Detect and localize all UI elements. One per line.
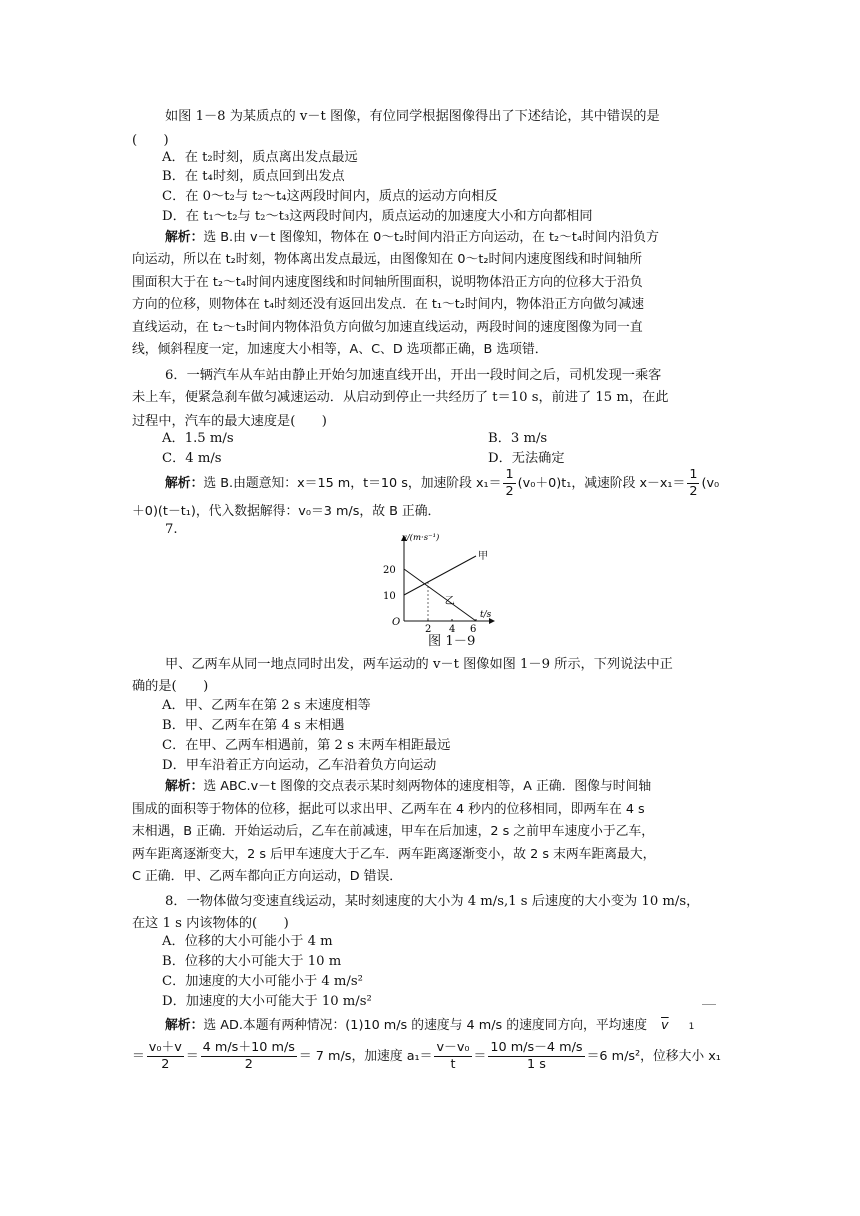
q8-option-d: D．加速度的大小可能大于 10 m/s² [162,994,372,1009]
q6-option-a: A．1.5 m/s [162,431,234,446]
q8-option-a: A．位移的大小可能小于 4 m [162,934,333,949]
q5-analysis-line4: 方向的位移，则物体在 t₄时刻还没有返回出发点．在 t₁～t₂时间内，物体沿正方向做匀减速 [132,297,645,312]
q5-analysis-line6: 线，倾斜程度一定，加速度大小相等，A、C、D 选项都正确，B 选项错． [132,342,548,357]
q8-option-b: B．位移的大小可能大于 10 m [162,954,342,969]
analysis-label: 解析： [165,476,204,491]
q6-analysis-text-c: (v₀ [701,476,720,491]
analysis-label: 解析： [165,1018,204,1033]
q5-option-c: C．在 0～t₂与 t₂～t₄这两段时间内，质点的运动方向相反 [162,189,498,204]
analysis-label: 解析： [165,779,204,794]
fraction-denominator: 2 [161,1057,170,1072]
fraction-acceleration-values [488,1040,584,1073]
q5-analysis-line3: 围面积大于在 t₂～t₄时间内速度图线和时间轴所围面积，说明物体沿正方向的位移大于沿负 [132,275,643,290]
x-tick-label-2: 2 [425,624,432,633]
fraction-numerator: v－v₀ [436,1040,470,1055]
fraction-acceleration [434,1040,471,1073]
x-axis-label: t/s [480,610,492,620]
q7-option-c: C．在甲、乙两车相遇前，第 2 s 末两车相距最远 [162,738,451,753]
q7-stem-line2: 确的是( ) [132,679,209,694]
q8-analysis-text: 选 AD.本题有两种情况：(1)10 m/s 的速度与 4 m/s 的速度同方向，平均速度 [203,1018,648,1033]
q8-analysis-text-mid: ＝ 7 m/s，加速度 a₁＝ [298,1049,433,1064]
q6-stem-line1: 6．一辆汽车从车站由静止开始匀加速直线开出，开出一段时间之后，司机发现一乘客 [165,368,662,383]
series-label-jia: 甲 [478,551,488,562]
equals-sign: ＝ [185,1049,199,1064]
q7-analysis-line4: 两车距离逐渐变大，2 s 后甲车速度大于乙车．两车距离逐渐变小，故 2 s 末两车距离最大， [132,847,656,862]
q8-option-c: C．加速度的大小可能小于 4 m/s² [162,974,363,989]
fraction-denominator: 2 [505,484,514,499]
fraction-denominator: t [450,1057,456,1072]
q7-stem-line1: 甲、乙两车从同一地点同时出发，两车运动的 v－t 图像如图 1－9 所示，下列说法中正 [165,657,673,672]
q5-stem-line2: ( ) [132,133,169,148]
y-axis-label: v/(m·s⁻¹) [402,533,440,543]
overline-mark [702,1004,716,1005]
vt-graph [380,528,510,633]
q6-option-b: B．3 m/s [488,431,548,446]
series-line-jia [404,556,476,595]
q7-analysis-line3: 末相遇，B 正确．开始运动后，乙车在前减速，甲车在后加速，2 s 之前甲车速度小于乙车， [132,824,655,839]
fraction-numerator: v₀＋v [148,1040,182,1055]
q7-option-a: A．甲、乙两车在第 2 s 末速度相等 [162,698,371,713]
q8-analysis-line2 [132,1040,721,1074]
x-tick-label-4: 4 [449,624,456,633]
q5-option-a: A．在 t₂时刻，质点离出发点最远 [162,150,358,165]
q5-option-d: D．在 t₁～t₂与 t₂～t₃这两段时间内，质点运动的加速度大小和方向都相同 [162,209,593,224]
fraction-substitution [201,1040,297,1073]
fraction-mean-velocity [147,1040,184,1073]
fraction-numerator: 4 m/s＋10 m/s [202,1040,295,1055]
q7-number: 7. [165,522,178,537]
q6-analysis-line2: ＋0)(t－t₁)，代入数据解得：v₀＝3 m/s，故 B 正确． [132,504,441,519]
q5-analysis-text: 选 B.由 v－t 图像知，物体在 0～t₂时间内沿正方向运动，在 t₂～t₄时间内沿负方 [203,230,659,245]
y-tick-label-20: 20 [383,565,396,576]
q8-stem-line1: 8．一物体做匀变速直线运动，某时刻速度的大小为 4 m/s,1 s 后速度的大小变为 10 m/s， [165,894,700,909]
q5-stem-line1: 如图 1－8 为某质点的 v－t 图像，有位同学根据图像得出了下述结论，其中错误的是 [165,109,660,124]
series-label-yi: 乙 [444,596,455,608]
equals-sign: ＝ [132,1049,145,1064]
average-velocity-subscript: 1 [688,1022,695,1032]
series-line-yi [404,569,476,621]
fraction-numerator: 1 [689,467,698,482]
average-velocity-symbol: $\overline{v}$ [661,1018,669,1033]
q7-analysis-line1 [165,777,651,797]
origin-label: O [392,617,401,628]
q6-option-d: D．无法确定 [488,451,565,466]
q6-analysis-line1 [165,467,719,501]
fraction-denominator: 2 [689,484,698,499]
q8-analysis-line1 [165,1016,694,1037]
q7-analysis-line2: 围成的面积等于物体的位移，据此可以求出甲、乙两车在 4 秒内的位移相同，即两车在 4 s [132,802,645,817]
q5-analysis-line2: 向运动，所以在 t₂时刻，物体离出发点最远，由图像知在 0～t₂时间内速度图线和时间轴所 [132,252,643,267]
fraction-numerator: 1 [505,467,514,482]
analysis-label: 解析： [165,230,204,245]
q7-option-d: D．甲车沿着正方向运动，乙车沿着负方向运动 [162,758,437,773]
q6-analysis-text-a: 选 B.由题意知：x＝15 m，t＝10 s，加速阶段 x₁＝ [203,476,502,491]
q6-stem-line3: 过程中，汽车的最大速度是( ) [132,414,327,429]
q6-analysis-text-b: (v₀＋0)t₁，减速阶段 x－x₁＝ [517,476,686,491]
q6-option-c: C．4 m/s [162,451,222,466]
q8-stem-line2: 在这 1 s 内该物体的( ) [132,916,289,931]
q5-analysis-line5: 直线运动，在 t₂～t₃时间内物体沿负方向做匀加速直线运动，两段时间的速度图像为同一直 [132,320,643,335]
fraction-denominator: 1 s [527,1057,546,1072]
q7-option-b: B．甲、乙两车在第 4 s 末相遇 [162,718,345,733]
q7-analysis-text: 选 ABC.v－t 图像的交点表示某时刻两物体的速度相等，A 正确．图像与时间轴 [203,779,652,794]
q5-option-b: B．在 t₄时刻，质点回到出发点 [162,169,345,184]
q8-analysis-text-tail: ＝6 m/s²，位移大小 x₁ [586,1049,721,1064]
q6-stem-line2: 未上车，便紧急刹车做匀减速运动．从启动到停止一共经历了 t＝10 s，前进了 15 m，在此 [132,390,669,405]
vt-graph-figure [380,528,510,633]
figure-caption: 图 1－9 [428,634,476,649]
q5-analysis-line1 [165,228,659,248]
fraction-denominator: 2 [244,1057,253,1072]
fraction-half [503,467,515,500]
q7-analysis-line5: C 正确．甲、乙两车都向正方向运动，D 错误． [132,869,403,884]
fraction-numerator: 10 m/s－4 m/s [490,1040,583,1055]
fraction-half [687,467,699,500]
y-tick-label-10: 10 [383,591,396,602]
x-tick-label-6: 6 [470,624,477,633]
equals-sign: ＝ [473,1049,487,1064]
